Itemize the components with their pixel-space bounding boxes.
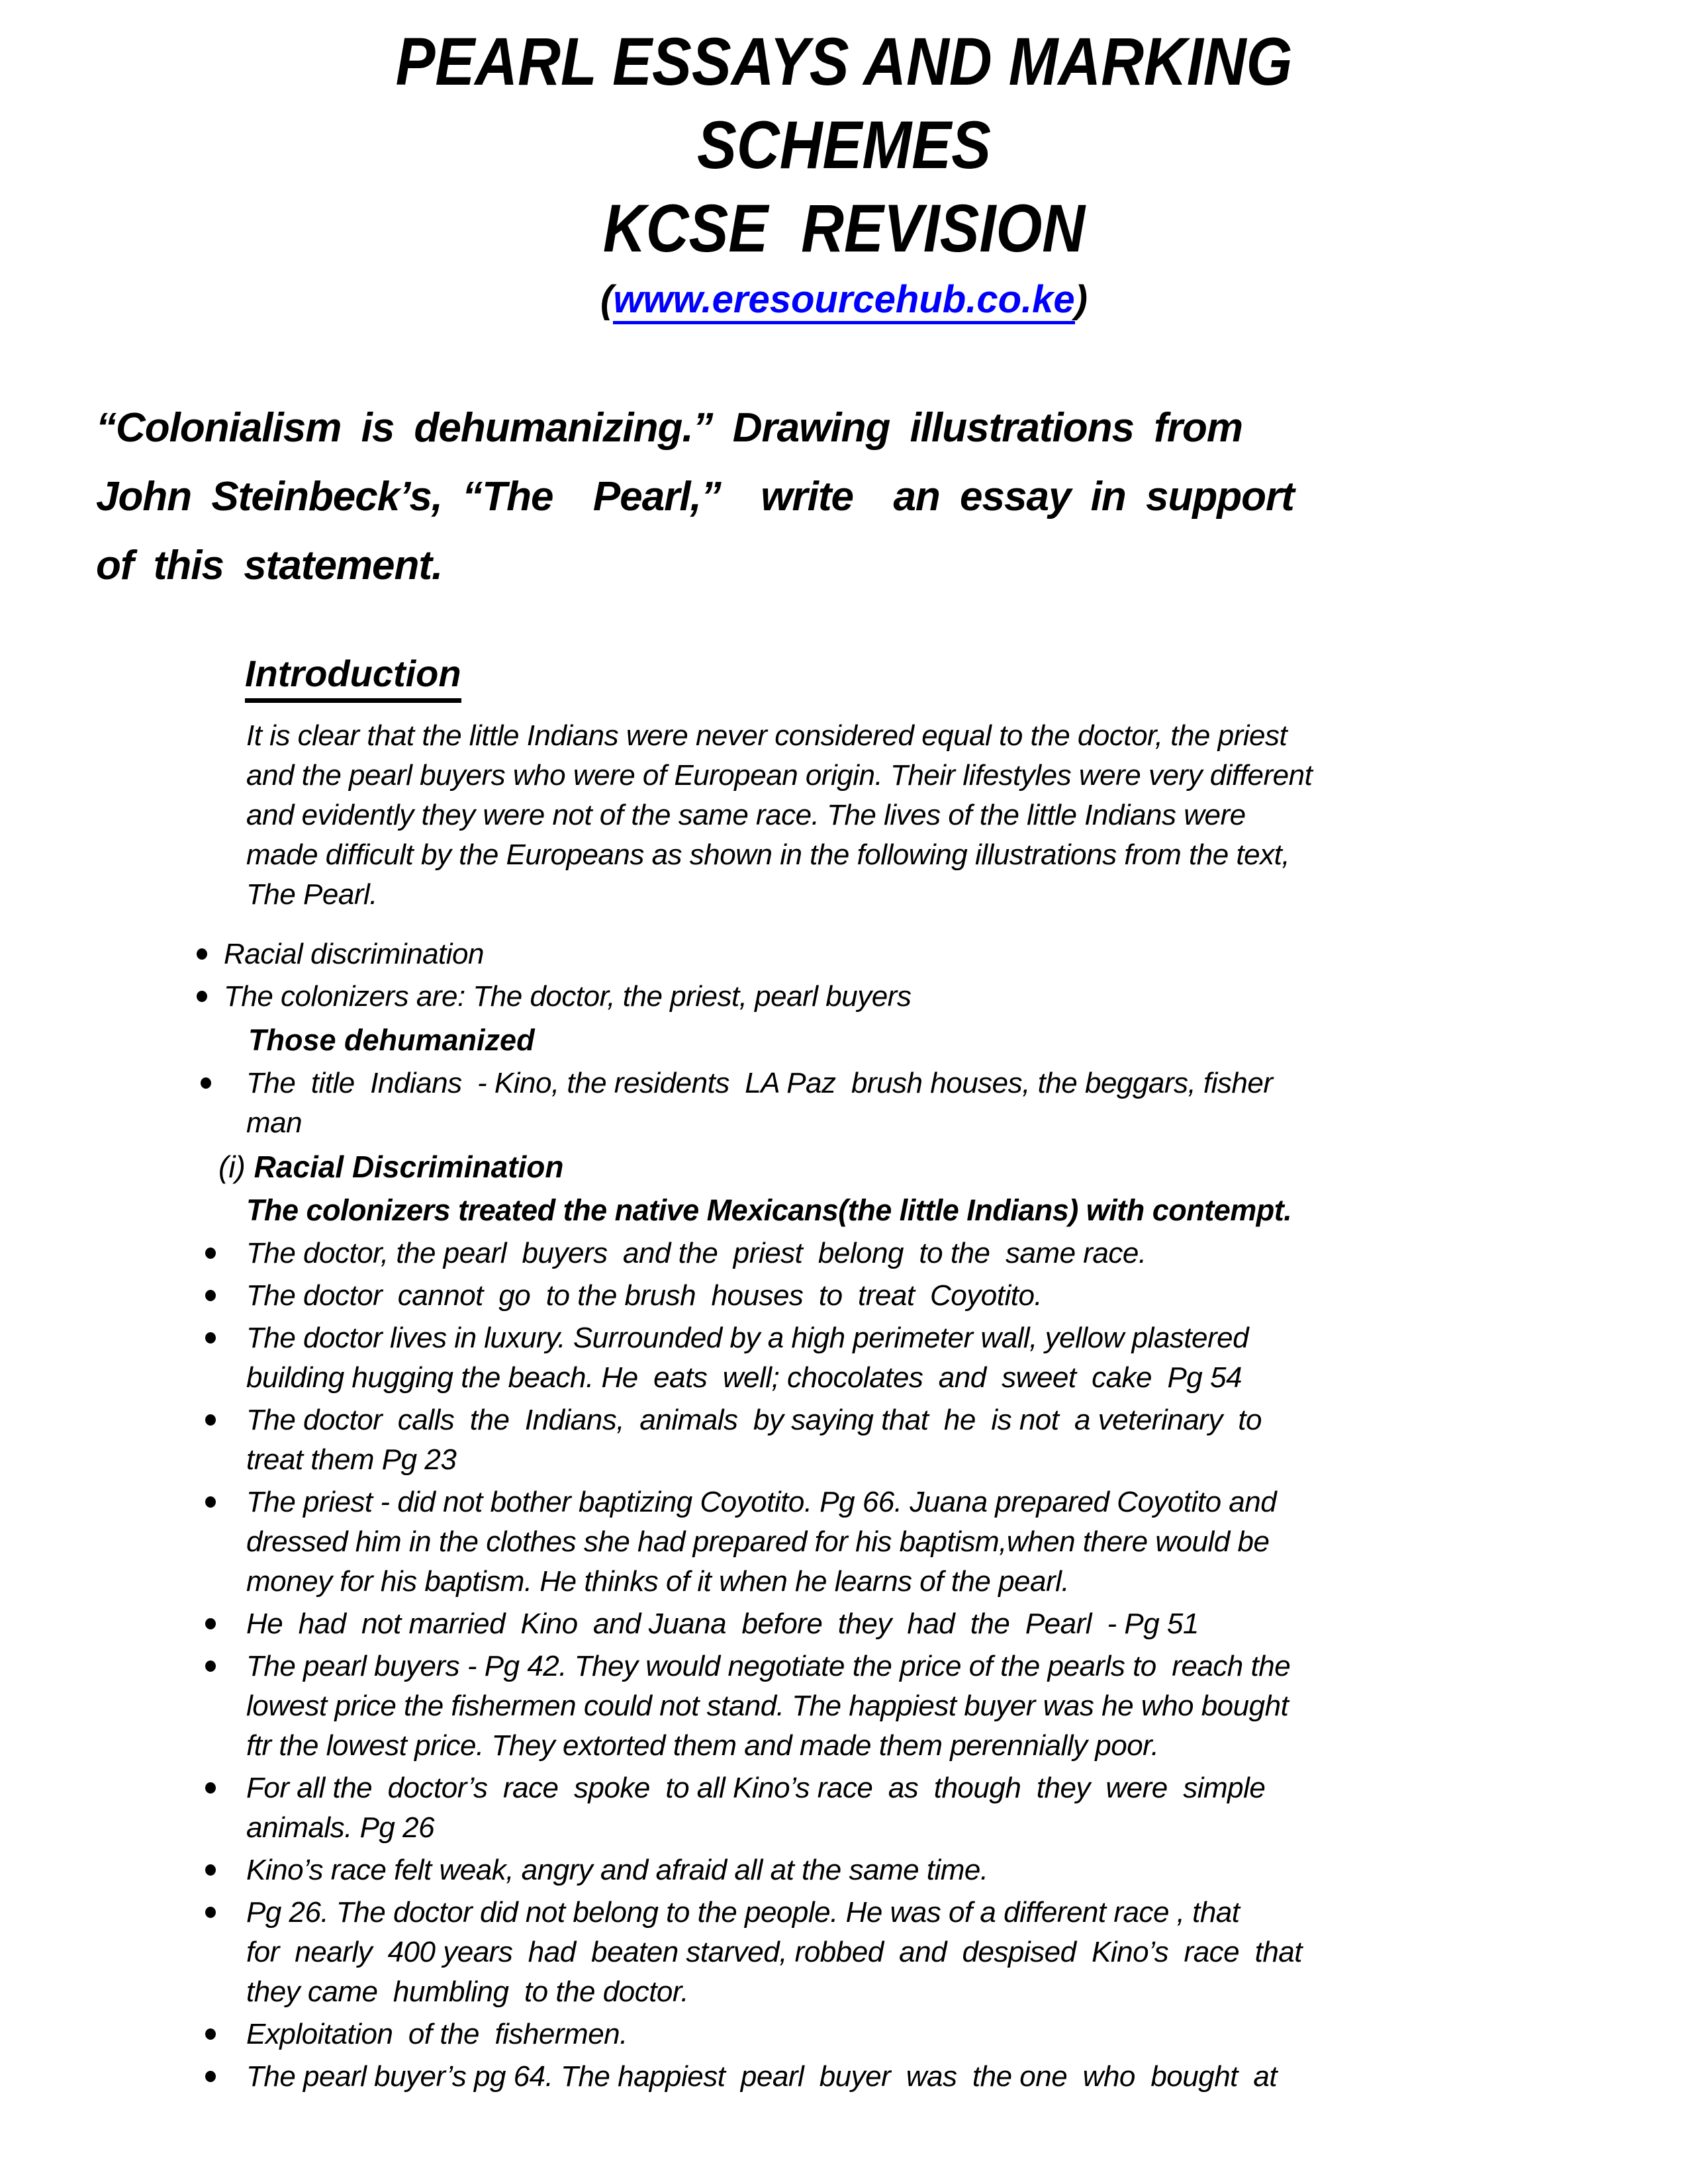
list-item-line: animals. Pg 26 (246, 1811, 435, 1844)
section-statement: The colonizers treated the native Mexicans(the little Indians) with contempt. (246, 1193, 1292, 1227)
bullet-icon (197, 948, 207, 960)
list-item-line: Kino’s race felt weak, angry and afraid all at the same time. (246, 1854, 988, 1886)
list-item (0, 1234, 1688, 1273)
list-item (0, 1318, 1688, 1398)
document-header (0, 0, 1688, 324)
bullet-icon (205, 1618, 216, 1629)
list-item (0, 977, 1688, 1017)
list-item (0, 1647, 1688, 1766)
list-item (0, 1482, 1688, 1602)
overview-bullet-list (0, 934, 1688, 1017)
list-item-line: ftr the lowest price. They extorted them and made them perennially poor. (246, 1729, 1159, 1762)
list-item (0, 1893, 1688, 2012)
list-item-line: Pg 26. The doctor did not belong to the people. He was of a different race , that (246, 1896, 1240, 1929)
essay-question-line: “Colonialism is dehumanizing.” Drawing illustrations from (96, 405, 1243, 451)
title-line-1: PEARL ESSAYS AND MARKING (395, 24, 1293, 99)
list-item-line: The title Indians - Kino, the residents LA Paz brush houses, the beggars, fisher (246, 1067, 1273, 1099)
bullet-icon (201, 1077, 211, 1089)
introduction-line: and evidently they were not of the same race. The lives of the little Indians were (246, 799, 1246, 831)
link-open-paren: ( (600, 278, 614, 321)
list-item (0, 2057, 1688, 2097)
bullet-icon (205, 1248, 216, 1259)
list-item-line: The pearl buyer’s pg 64. The happiest pearl buyer was the one who bought at (246, 2060, 1278, 2093)
bullet-icon (205, 1661, 216, 1672)
list-item-line: The colonizers are: The doctor, the priest, pearl buyers (224, 980, 912, 1013)
bullet-icon (205, 1290, 216, 1301)
list-item (0, 1604, 1688, 1644)
essay-question (96, 394, 1688, 600)
introduction-line: made difficult by the Europeans as shown in the following illustrations from the text, (246, 839, 1290, 871)
list-item-line: The doctor lives in luxury. Surrounded by a high perimeter wall, yellow plastered (246, 1322, 1249, 1354)
bullet-icon (205, 1496, 216, 1508)
bullet-icon (205, 1332, 216, 1343)
list-item-line: The doctor calls the Indians, animals by saying that he is not a veterinary to (246, 1404, 1262, 1436)
list-item (0, 934, 1688, 974)
essay-question-line: John Steinbeck’s, “The Pearl,” write an essay in support (96, 474, 1294, 520)
list-item (0, 1850, 1688, 1890)
section-numeral: (i) (218, 1150, 254, 1184)
list-item (0, 1276, 1688, 1316)
website-link[interactable]: www.eresourcehub.co.ke (613, 278, 1074, 324)
those-dehumanized-heading: Those dehumanized (248, 1023, 535, 1057)
list-item-line: building hugging the beach. He eats well; chocolates and sweet cake Pg 54 (246, 1361, 1242, 1394)
list-item-line: man (246, 1107, 303, 1139)
list-item-line: The pearl buyers - Pg 42. They would negotiate the price of the pearls to reach the (246, 1650, 1291, 1682)
bullet-icon (205, 1907, 216, 1918)
list-item-line: Racial discrimination (224, 938, 484, 970)
list-item-line: money for his baptism. He thinks of it when he learns of the pearl. (246, 1565, 1070, 1598)
list-item (0, 1400, 1688, 1480)
points-bullet-list (0, 1234, 1688, 2097)
list-item (0, 2015, 1688, 2054)
section-title: Racial Discrimination (254, 1150, 564, 1184)
list-item-line: The doctor cannot go to the brush houses to treat Coyotito. (246, 1279, 1043, 1312)
list-item-line: lowest price the fishermen could not stand. The happiest buyer was he who bought (246, 1690, 1289, 1722)
list-item (0, 1064, 1688, 1143)
essay-question-line: of this statement. (96, 543, 443, 588)
bullet-icon (205, 1864, 216, 1876)
list-item-line: Exploitation of the fishermen. (246, 2018, 628, 2050)
introduction-line: It is clear that the little Indians were never considered equal to the doctor, the priest (246, 719, 1288, 752)
list-item-line: For all the doctor’s race spoke to all Kino’s race as though they were simple (246, 1772, 1266, 1804)
title-line-2: SCHEMES (697, 107, 991, 183)
introduction-line: The Pearl. (246, 878, 377, 911)
list-item (0, 1768, 1688, 1848)
introduction-heading: Introduction (245, 652, 461, 703)
bullet-icon (205, 2028, 216, 2040)
section-label (218, 1146, 1688, 1187)
introduction-section (0, 652, 1688, 915)
introduction-line: and the pearl buyers who were of European origin. Their lifestyles were very different (246, 759, 1313, 792)
list-item-line: The doctor, the pearl buyers and the priest belong to the same race. (246, 1237, 1147, 1269)
list-item-line: for nearly 400 years had beaten starved, robbed and despised Kino’s race that (246, 1936, 1302, 1968)
title-line-3: KCSE REVISION (602, 191, 1086, 266)
list-item-line: dressed him in the clothes she had prepared for his baptism,when there would be (246, 1525, 1270, 1558)
bullet-icon (205, 2071, 216, 2082)
list-item-line: The priest - did not bother baptizing Coyotito. Pg 66. Juana prepared Coyotito and (246, 1486, 1277, 1518)
bullet-icon (205, 1782, 216, 1794)
introduction-paragraph (0, 716, 1688, 915)
list-item-line: treat them Pg 23 (246, 1443, 457, 1476)
bullet-icon (197, 991, 207, 1002)
bullet-icon (205, 1414, 216, 1426)
list-item-line: they came humbling to the doctor. (246, 1976, 689, 2008)
list-item-line: He had not married Kino and Juana before they had the Pearl - Pg 51 (246, 1608, 1199, 1640)
website-link-line (0, 275, 1688, 324)
link-close-paren: ) (1074, 278, 1088, 321)
